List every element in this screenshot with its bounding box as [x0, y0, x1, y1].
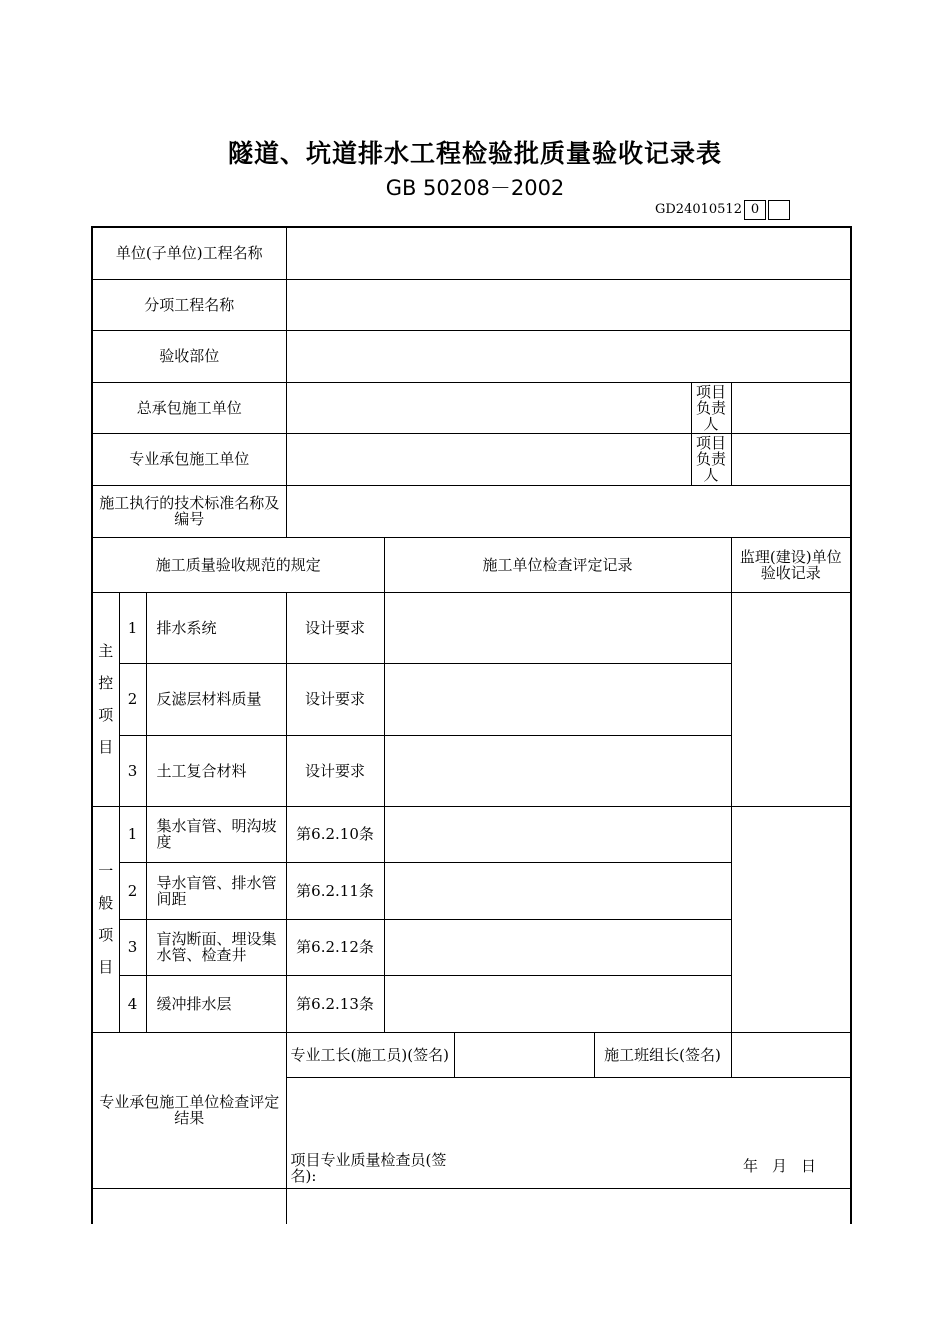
- main-items-label: 主 控 项 目: [98, 642, 114, 756]
- next-row-field[interactable]: [286, 1188, 851, 1224]
- next-row-label: [92, 1188, 286, 1224]
- general-item-req: 第6.2.12条: [286, 919, 384, 975]
- record-header: 施工单位检查评定记录: [384, 537, 731, 592]
- standard-code: GB 50208－2002: [385, 176, 565, 200]
- sub-project-field[interactable]: [286, 279, 851, 330]
- team-leader-signature[interactable]: [731, 1032, 851, 1077]
- standard-label: 施工执行的技术标准名称及编号: [92, 485, 286, 537]
- general-item-name: 集水盲管、明沟坡度: [146, 806, 286, 862]
- general-item-req: 第6.2.10条: [286, 806, 384, 862]
- general-item-no: 4: [119, 975, 146, 1032]
- general-item-name: 导水盲管、排水管间距: [146, 862, 286, 919]
- main-item-name: 土工复合材料: [146, 735, 286, 806]
- unit-project-label: 单位(子单位)工程名称: [92, 227, 286, 279]
- general-pm-field[interactable]: [731, 382, 851, 433]
- acceptance-form: [91, 226, 852, 1224]
- main-item-no: 1: [119, 592, 146, 663]
- spec-header: 施工质量验收规范的规定: [92, 537, 384, 592]
- general-supervision-record[interactable]: [731, 806, 851, 1032]
- general-contractor-label: 总承包施工单位: [92, 382, 286, 433]
- general-item-record[interactable]: [384, 806, 731, 862]
- special-pm-label: 项目负责人: [691, 433, 731, 485]
- main-item-req: 设计要求: [286, 735, 384, 806]
- general-item-record[interactable]: [384, 975, 731, 1032]
- team-leader-label: 施工班组长(签名): [594, 1032, 731, 1077]
- supervision-header: 监理(建设)单位验收记录: [731, 537, 851, 592]
- foreman-label: 专业工长(施工员)(签名): [286, 1032, 454, 1077]
- main-item-record[interactable]: [384, 663, 731, 735]
- result-area[interactable]: [286, 1077, 851, 1188]
- acceptance-part-label: 验收部位: [92, 330, 286, 382]
- special-pm-field[interactable]: [731, 433, 851, 485]
- general-item-no: 2: [119, 862, 146, 919]
- general-item-req: 第6.2.11条: [286, 862, 384, 919]
- main-items-group: [92, 592, 119, 806]
- special-contractor-field[interactable]: [286, 433, 691, 485]
- general-item-name: 缓冲排水层: [146, 975, 286, 1032]
- form-code-box-2[interactable]: [768, 200, 790, 220]
- general-item-no: 3: [119, 919, 146, 975]
- form-code-text: GD24010512: [655, 202, 742, 217]
- main-item-record[interactable]: [384, 592, 731, 663]
- main-item-req: 设计要求: [286, 592, 384, 663]
- general-item-name: 盲沟断面、埋设集水管、检查井: [146, 919, 286, 975]
- acceptance-part-field[interactable]: [286, 330, 851, 382]
- main-item-name: 排水系统: [146, 592, 286, 663]
- main-supervision-record[interactable]: [731, 592, 851, 806]
- form-code-box-1[interactable]: 0: [744, 200, 766, 220]
- general-item-req: 第6.2.13条: [286, 975, 384, 1032]
- main-item-no: 2: [119, 663, 146, 735]
- main-item-record[interactable]: [384, 735, 731, 806]
- page-title: 隧道、坑道排水工程检验批质量验收记录表: [227, 139, 722, 168]
- sub-project-label: 分项工程名称: [92, 279, 286, 330]
- form-code: [655, 200, 790, 220]
- foreman-signature[interactable]: [454, 1032, 594, 1077]
- general-item-no: 1: [119, 806, 146, 862]
- general-contractor-field[interactable]: [286, 382, 691, 433]
- main-item-req: 设计要求: [286, 663, 384, 735]
- general-pm-label: 项目负责人: [691, 382, 731, 433]
- main-item-no: 3: [119, 735, 146, 806]
- general-items-group: [92, 806, 119, 1032]
- result-label: 专业承包施工单位检查评定结果: [92, 1032, 286, 1188]
- general-item-record[interactable]: [384, 862, 731, 919]
- general-item-record[interactable]: [384, 919, 731, 975]
- unit-project-field[interactable]: [286, 227, 851, 279]
- main-item-name: 反滤层材料质量: [146, 663, 286, 735]
- special-contractor-label: 专业承包施工单位: [92, 433, 286, 485]
- standard-field[interactable]: [286, 485, 851, 537]
- inspector-label: 项目专业质量检查员(签名):: [290, 1150, 447, 1185]
- result-date: 年 月 日: [743, 1156, 817, 1175]
- general-items-label: 一 般 项 目: [98, 862, 114, 976]
